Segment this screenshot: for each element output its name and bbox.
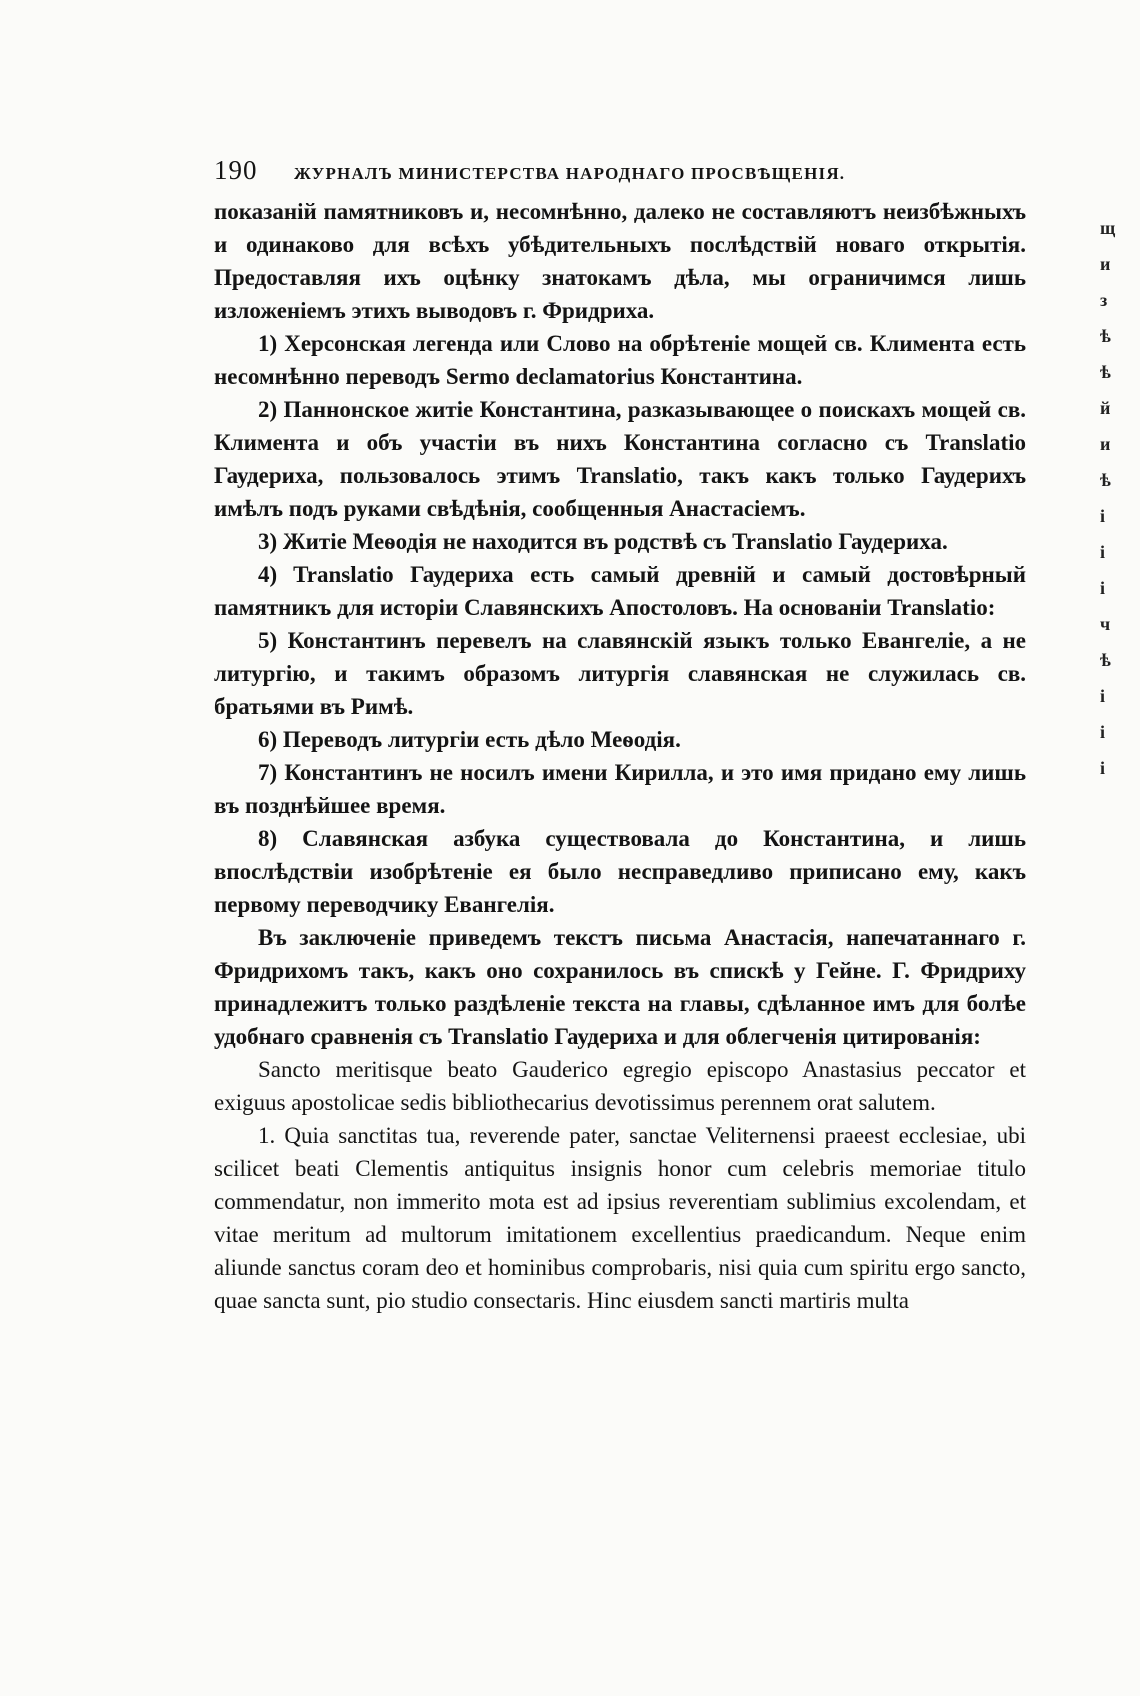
margin-letter: й <box>1100 398 1111 418</box>
margin-letter: и <box>1100 434 1111 454</box>
margin-letter: ѣ <box>1100 470 1111 490</box>
margin-letter: і <box>1100 542 1106 562</box>
page-number: 190 <box>214 155 258 185</box>
book-page <box>214 155 1026 1317</box>
paragraph-point-7: 7) Константинъ не носилъ имени Кирилла, и это имя придано ему лишь въ позднѣйшее время. <box>214 760 1026 818</box>
paragraph-point-4: 4) Translatio Гаудериха есть самый древній и самый достовѣрный памятникъ для исторіи Славянскихъ Апостоловъ. На основаніи Translatio: <box>214 562 1026 620</box>
paragraph-point-1: 1) Херсонская легенда или Слово на обрѣтеніе мощей св. Климента есть несомнѣнно переводъ Sermo declamatorius Константина. <box>214 331 1026 389</box>
paragraph-point-6: 6) Переводъ литургіи есть дѣло Меѳодія. <box>258 727 681 752</box>
paragraph-conclusion: Въ заключеніе приведемъ текстъ письма Анастасія, напечатаннаго г. Фридрихомъ такъ, какъ оно сохранилось въ спискѣ у Гейне. Г. Фридриху принадлежитъ только раздѣленіе текста на главы, сдѣланное имъ для болѣе удобнаго сравненія съ Translatio Гаудериха и для облегченія цитированія: <box>214 925 1026 1049</box>
margin-letter: і <box>1100 578 1106 598</box>
running-title: ЖУРНАЛЪ МИНИСТЕРСТВА НАРОДНАГО ПРОСВѢЩЕНІЯ. <box>294 164 846 183</box>
page-header <box>214 155 1026 195</box>
margin-letter: ѣ <box>1100 326 1111 346</box>
page-body <box>214 195 1026 1317</box>
margin-letter: и <box>1100 254 1111 274</box>
paragraph-point-8: 8) Славянская азбука существовала до Константина, и лишь впослѣдствіи изобрѣтеніе ея было несправедливо приписано ему, какъ первому переводчику Евангелія. <box>214 826 1026 917</box>
margin-letter: і <box>1100 758 1106 778</box>
paragraph-point-5: 5) Константинъ перевелъ на славянскій языкъ только Евангеліе, а не литургію, и такимъ образомъ литургія славянская не служилась св. братьями въ Римѣ. <box>214 628 1026 719</box>
margin-letter: щ <box>1100 218 1116 238</box>
paragraph-point-3: 3) Житіе Меѳодія не находится въ родствѣ съ Translatio Гаудериха. <box>258 529 948 554</box>
margin-letter: і <box>1100 506 1106 526</box>
margin-letter: з <box>1100 290 1108 310</box>
margin-letter: і <box>1100 686 1106 706</box>
bleed-through-margin <box>1100 210 1130 786</box>
latin-section-1: 1. Quia sanctitas tua, reverende pater, sanctae Veliternensi praeest ecclesiae, ubi scilicet beati Clementis antiquitus insignis honor cum celebris memoriae titulo commendatur, non immerito mota est ad ipsius reverentiam sublimius excolendam, et vitae meritum ad multorum imitationem excellentius praedicandum. Neque enim aliunde sanctus coram deo et hominibus comprobaris, nisi quia cum spiritu ergo sancto, quae sancta sunt, pio studio consectaris. Hinc eiusdem sancti martiris multa <box>214 1123 1026 1313</box>
margin-letter: ѣ <box>1100 362 1111 382</box>
latin-salutation: Sancto meritisque beato Gauderico egregio episcopo Anastasius peccator et exiguus apostolicae sedis bibliothecarius devotissimus perennem orat salutem. <box>214 1057 1026 1115</box>
paragraph-intro: показаній памятниковъ и, несомнѣнно, далеко не составляютъ неизбѣжныхъ и одинаково для всѣхъ убѣдительныхъ послѣдствій новаго открытія. Предоставляя ихъ оцѣнку знатокамъ дѣла, мы ограничимся лишь изложеніемъ этихъ выводовъ г. Фридриха. <box>214 199 1026 323</box>
paragraph-point-2: 2) Паннонское житіе Константина, разказывающее о поискахъ мощей св. Климента и объ участіи въ нихъ Константина согласно съ Translatio Гаудериха, пользовалось этимъ Translatio, такъ какъ только Гаудерихъ имѣлъ подъ руками свѣдѣнія, сообщенныя Анастасіемъ. <box>214 397 1026 521</box>
margin-letter: ѣ <box>1100 650 1111 670</box>
margin-letter: і <box>1100 722 1106 742</box>
margin-letter: ч <box>1100 614 1111 634</box>
